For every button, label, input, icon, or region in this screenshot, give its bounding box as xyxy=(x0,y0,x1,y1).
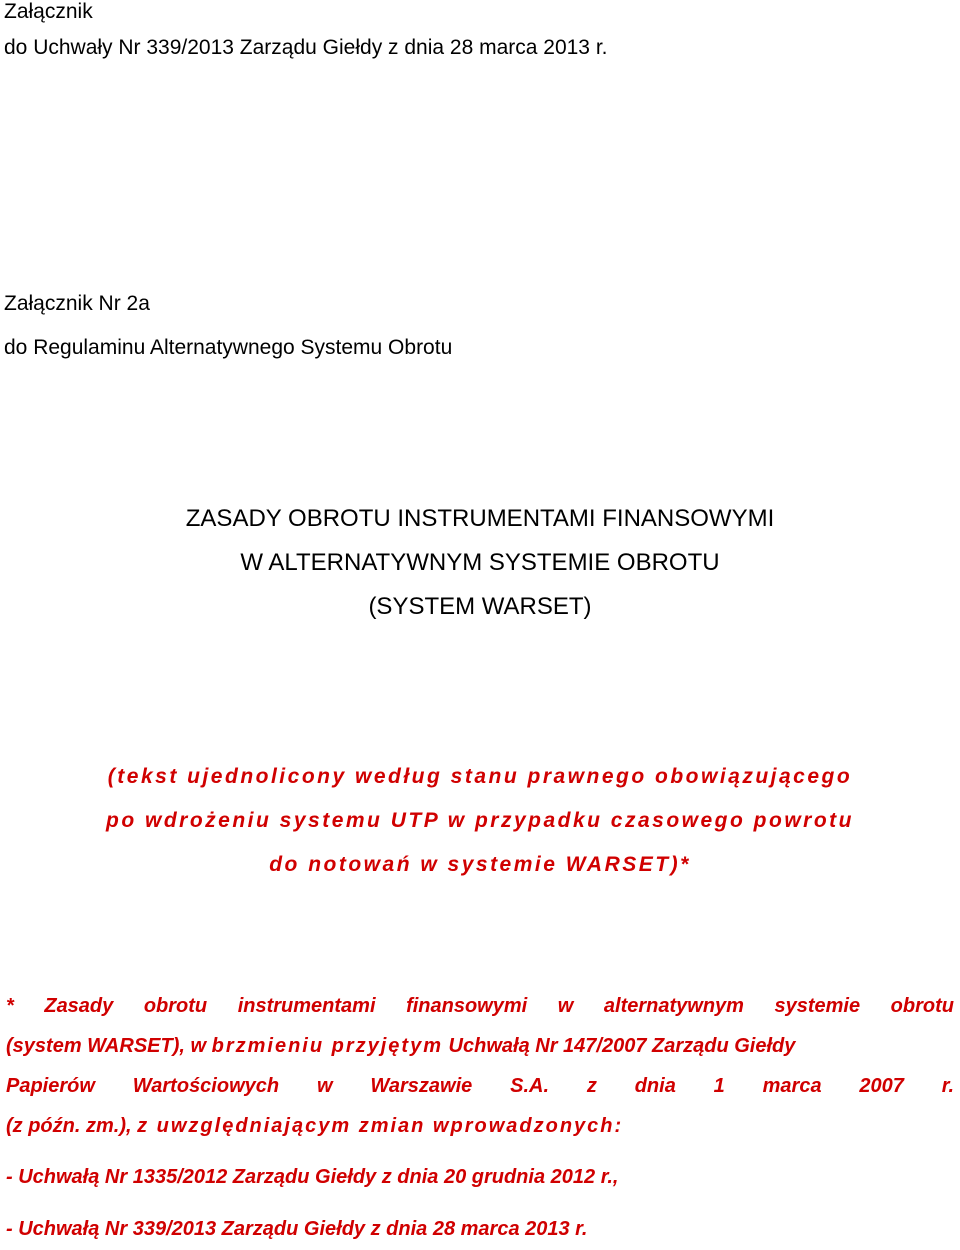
title-line-2: W ALTERNATYWNYM SYSTEMIE OBROTU xyxy=(240,549,720,576)
title-line-3: (SYSTEM WARSET) xyxy=(368,593,592,620)
footnote-line-4 xyxy=(6,1115,954,1138)
amendment-item: - Uchwałą Nr 339/2013 Zarządu Giełdy z dnia 28 marca 2013 r. xyxy=(6,1218,588,1240)
header-line-1: Załącznik xyxy=(4,0,93,23)
footnote-line-2-part-c: Uchwałą Nr 147/2007 Zarządu Giełdy xyxy=(443,1035,796,1057)
annex-line-1: Załącznik Nr 2a xyxy=(4,292,150,315)
subtitle-line-1: (tekst ujednolicony według stanu prawnego obowiązującego xyxy=(107,765,853,788)
title-line-1: ZASADY OBROTU INSTRUMENTAMI FINANSOWYMI xyxy=(185,505,775,532)
footnote-line-2-part-a: (system WARSET), w xyxy=(6,1035,212,1057)
annex-line-2: do Regulaminu Alternatywnego Systemu Obrotu xyxy=(4,336,453,359)
subtitle-line-2: po wdrożeniu systemu UTP w przypadku czasowego powrotu xyxy=(106,809,854,832)
footnote-line-4-part-a: (z późn. zm.), xyxy=(6,1115,138,1137)
header-line-2: do Uchwały Nr 339/2013 Zarządu Giełdy z dnia 28 marca 2013 r. xyxy=(4,36,608,59)
footnote-line-1: * Zasady obrotu instrumentami finansowymi w alternatywnym systemie obrotu xyxy=(6,995,954,1017)
footnote-line-2-part-b: brzmieniu przyjętym xyxy=(211,1035,443,1057)
footnote-line-3: Papierów Wartościowych w Warszawie S.A. z dnia 1 marca 2007 r. xyxy=(6,1075,954,1097)
footnote-line-4-part-b: z uwzględniającym zmian wprowadzonych: xyxy=(137,1115,624,1137)
subtitle-line-3: do notowań w systemie WARSET)* xyxy=(269,853,691,876)
footnote-line-2 xyxy=(6,1035,954,1058)
amendment-item: - Uchwałą Nr 1335/2012 Zarządu Giełdy z dnia 20 grudnia 2012 r., xyxy=(6,1166,619,1188)
